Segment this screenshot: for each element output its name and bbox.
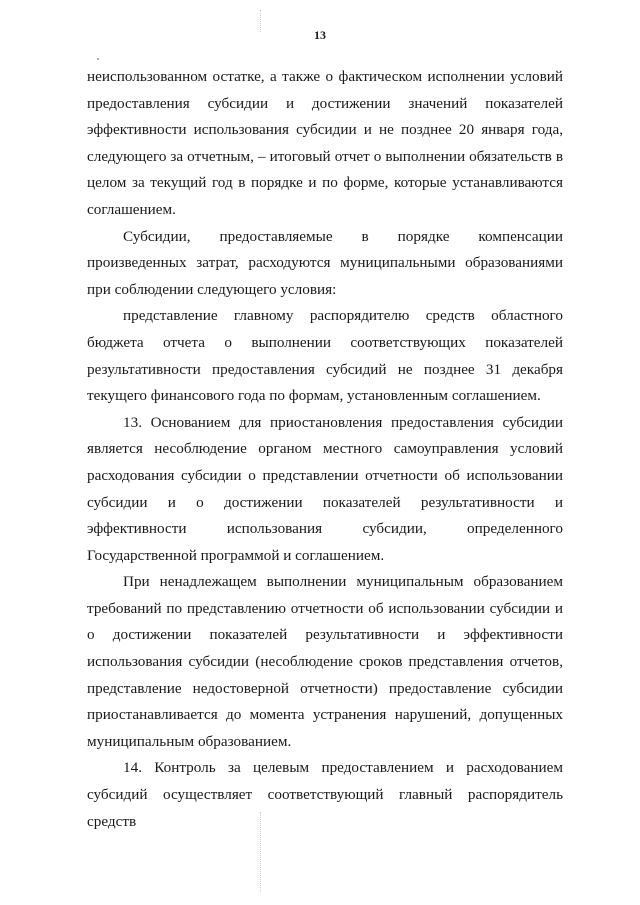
scan-speck [97, 58, 99, 60]
paragraph-improper-fulfillment: При ненадлежащем выполнении муниципальным образованием требований по представлению отчетности об использовании субсидии и о достижении показателей результативности и эффективности использования субсидии (несоблюдение сроков представления отчетов, представление недостоверной отчетности) предоставление субсидии приостанавливается до момента устранения нарушений, допущенных муниципальным образованием. [87, 573, 563, 750]
paragraph-reporting-condition: представление главному распорядителю средств областного бюджета отчета о выполнении соответствующих показателей результативности предоставления субсидий не позднее 31 декабря текущего финансового года по формам, установленным соглашением. [87, 307, 563, 405]
paragraph-item-13-suspension: 13. Основанием для приостановления предоставления субсидии является несоблюдение органом местного самоуправления условий расходования субсидии о представлении отчетности об использовании субсидии и о достижении показателей результативности и эффективности использования субсидии, определенного Государственной программой и соглашением. [87, 413, 563, 564]
paragraph-item-14-control: 14. Контроль за целевым предоставлением и расходованием субсидий осуществляет соответствующий главный распорядитель средств [87, 759, 563, 830]
paragraph-reporting-remainder: неиспользованном остатке, а также о фактическом исполнении условий предоставления субсидии и достижении значений показателей эффективности использования субсидии и не позднее 20 января года, следующего за отчетным, – итоговый отчет о выполнении обязательств в целом за текущий год в порядке и по форме, которые устанавливаются соглашением. [87, 68, 563, 218]
page-number: 13 [314, 28, 326, 42]
body-text [87, 64, 563, 835]
fold-line-bottom [260, 812, 261, 892]
paragraph-compensation-subsidies: Субсидии, предоставляемые в порядке компенсации произведенных затрат, расходуются муниципальными образованиями при соблюдении следующего условия: [87, 227, 563, 298]
